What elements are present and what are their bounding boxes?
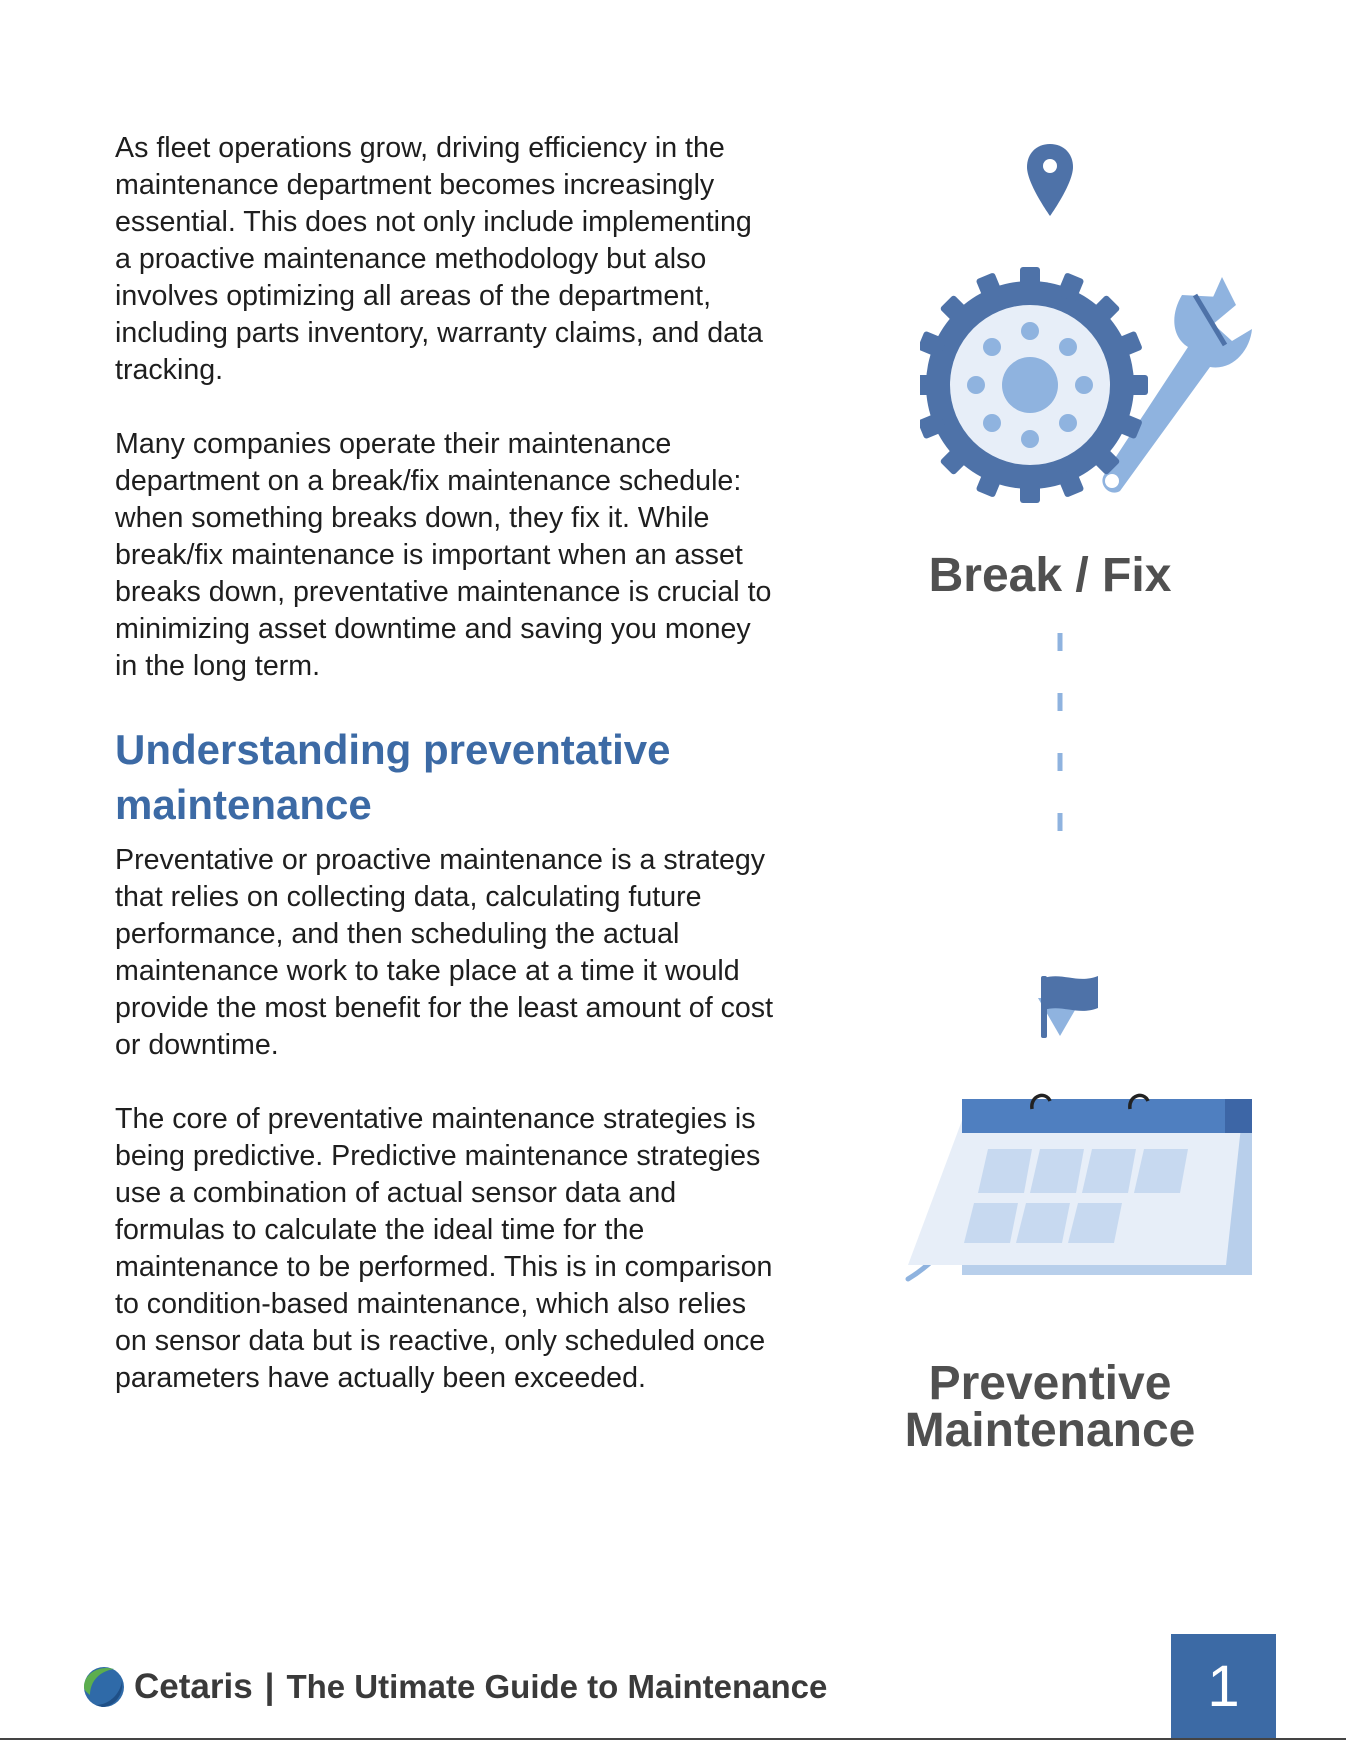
gear-icon: [920, 255, 1260, 515]
location-pin-icon: [1025, 142, 1075, 220]
break-fix-label: Break / Fix: [928, 549, 1172, 602]
footer-separator: |: [264, 1667, 275, 1706]
process-illustration: [820, 130, 1280, 1470]
intro-paragraph-1: As fleet operations grow, driving efficiency in the maintenance department becomes increasingly essential. This does not only include implementing a proactive maintenance methodology but also involves optimizing all areas of the department, including parts inventory, warranty claims, and data tracking.: [115, 132, 763, 386]
section-paragraph-2: The core of preventative maintenance strategies is being predictive. Predictive maintenance strategies use a combination of actual sensor data and formulas to calculate the ideal time for the maintenance to be performed. This is in comparison to condition-based maintenance, which also relies on sensor data but is reactive, only scheduled once parameters have actually been exceeded.: [115, 1103, 773, 1394]
page-number-badge: 1: [1171, 1634, 1276, 1740]
body-text-column: [115, 130, 775, 1434]
footer: [82, 1662, 827, 1712]
guide-title: The Utimate Guide to Maintenance: [286, 1668, 828, 1705]
intro-paragraph-2: Many companies operate their maintenance department on a break/fix maintenance schedule: when something breaks down, they fix it. While break/fix maintenance is important when an asset breaks down, preventative maintenance is crucial to minimizing asset downtime and saving you money in the long term.: [115, 428, 772, 682]
brand-name: Cetaris: [134, 1667, 253, 1706]
preventive-label-line2: Maintenance: [904, 1404, 1196, 1457]
section-paragraph-1: Preventative or proactive maintenance is a strategy that relies on collecting data, calculating future performance, and then scheduling the actual maintenance work to take place at a time it would provide the most benefit for the least amount of cost or downtime.: [115, 844, 774, 1061]
cetaris-logo-icon: [82, 1665, 126, 1709]
preventive-label-line1: Preventive: [928, 1357, 1172, 1410]
flag-icon: [1038, 972, 1108, 1042]
calendar-icon: [820, 1065, 1270, 1305]
section-heading: Understanding preventative maintenance: [115, 726, 671, 828]
